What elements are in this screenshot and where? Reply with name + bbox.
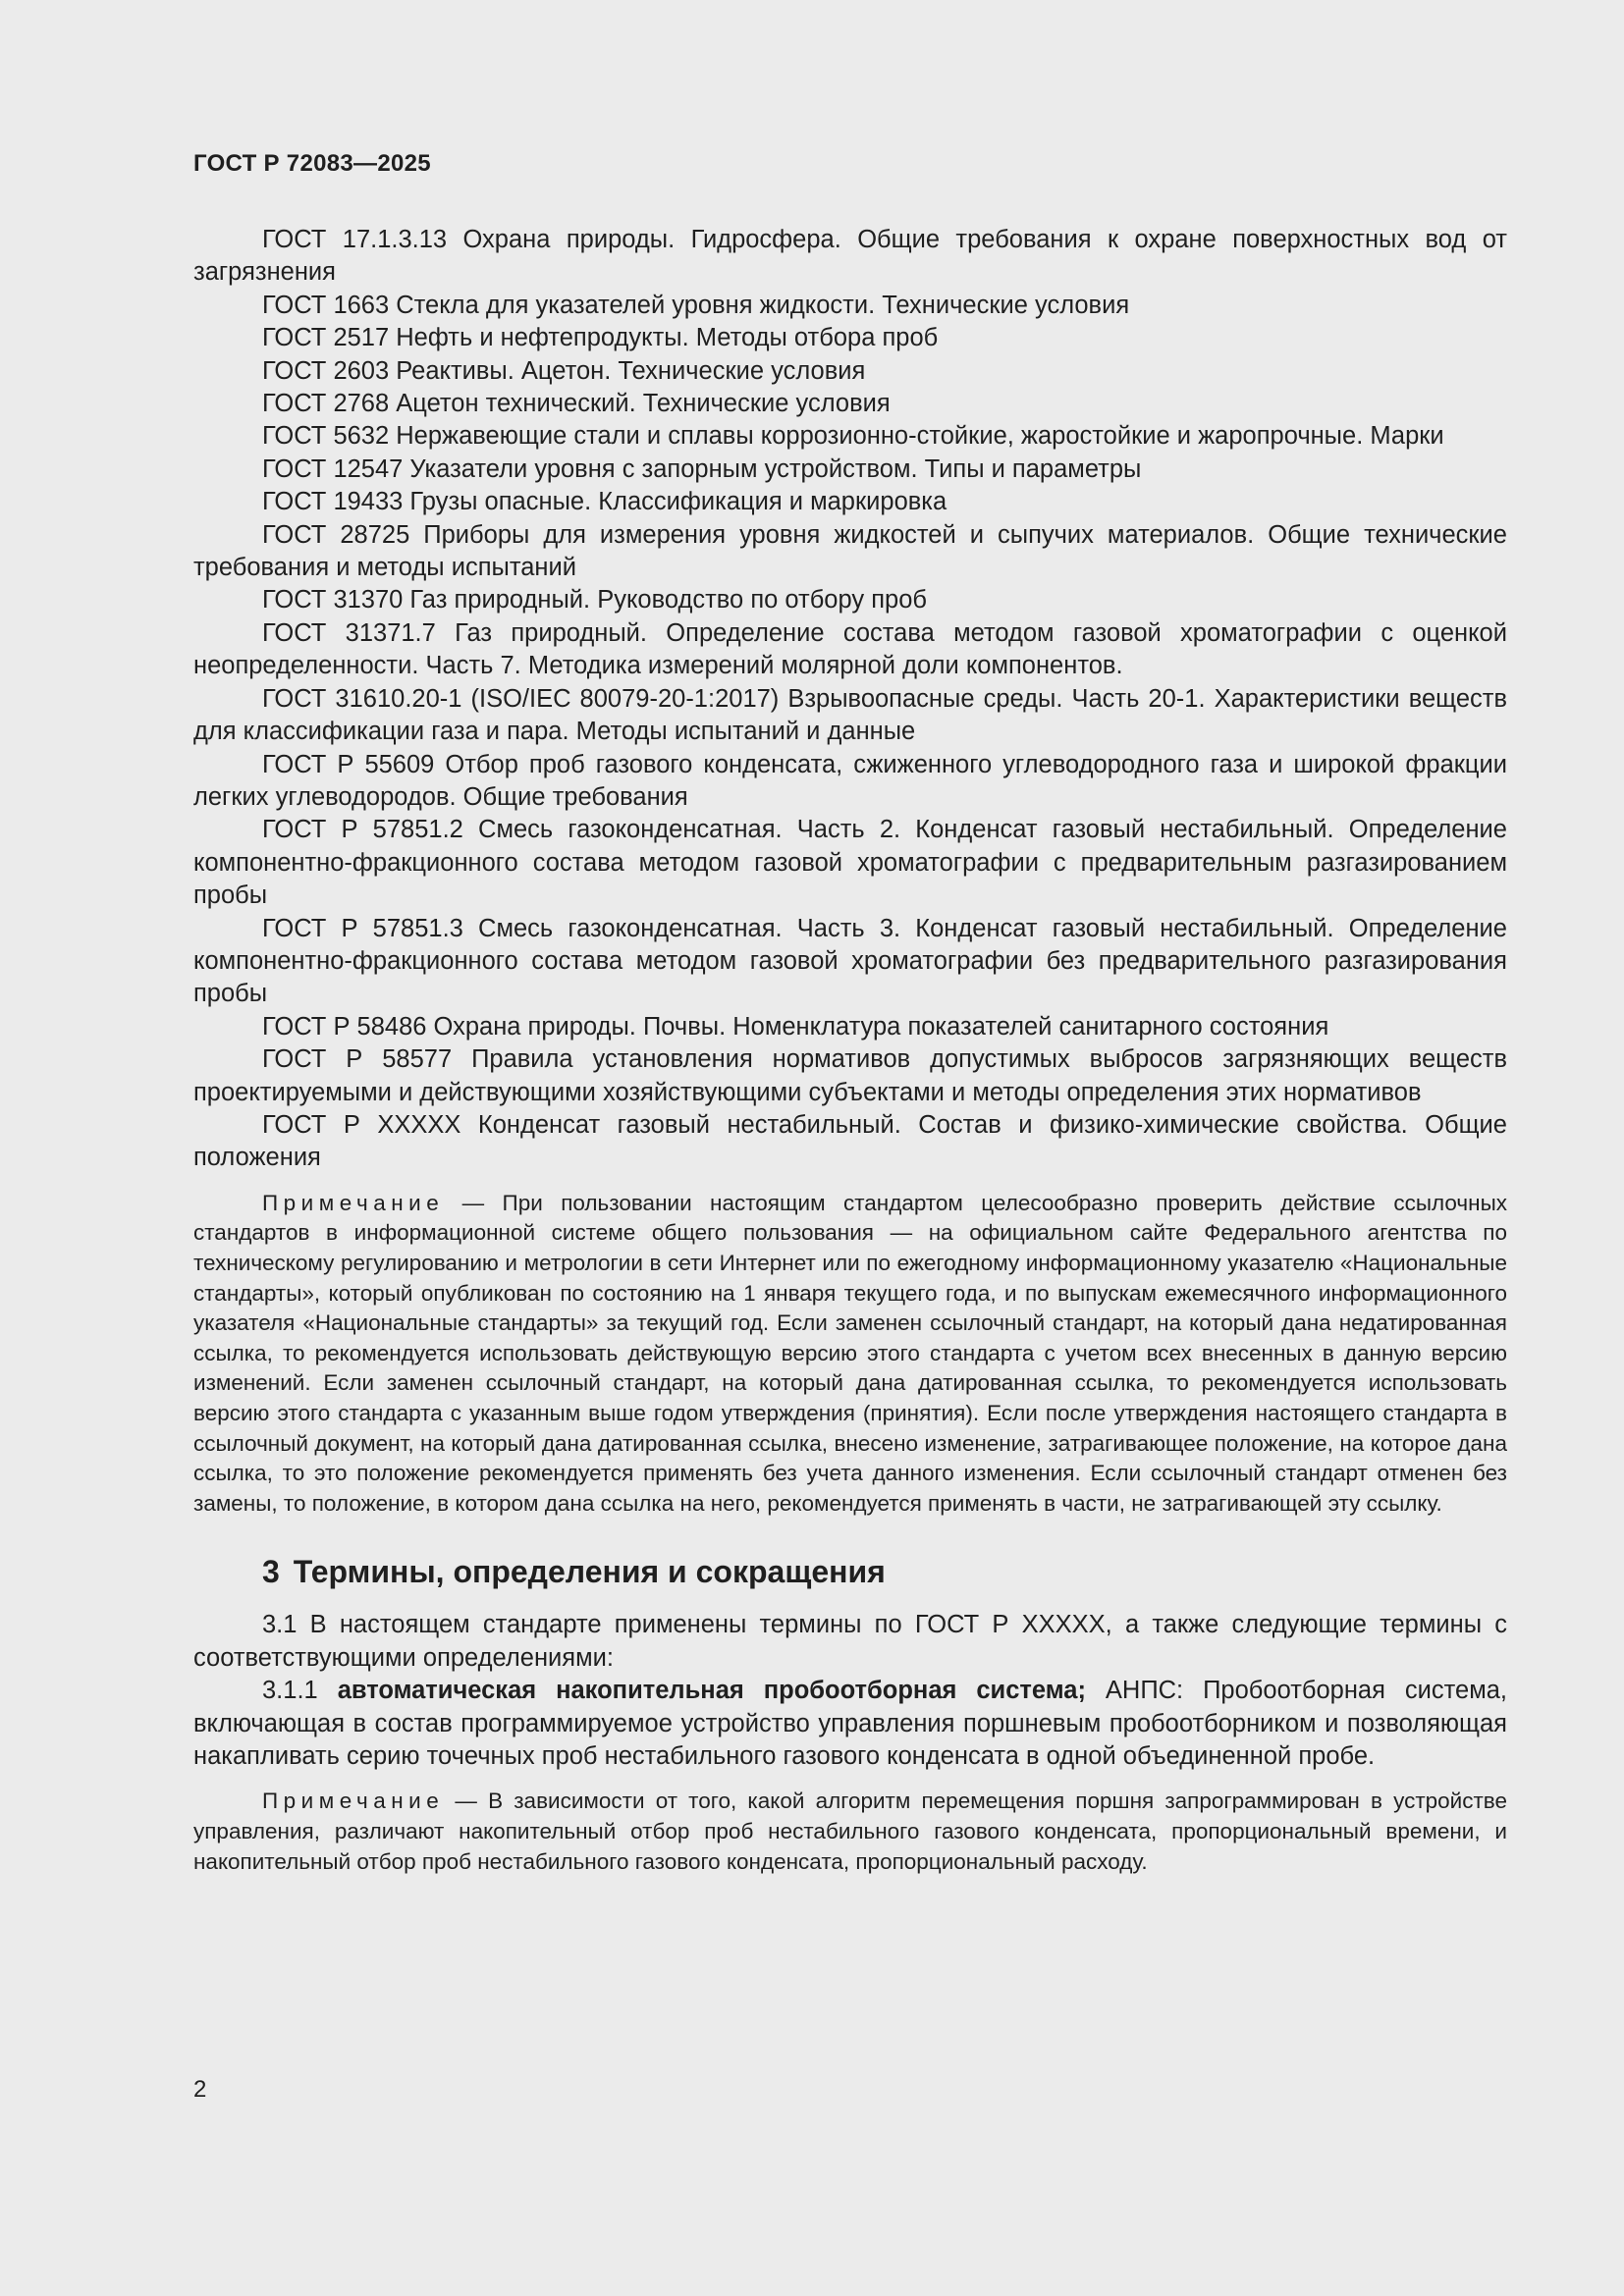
reference-item: ГОСТ Р 58486 Охрана природы. Почвы. Номенклатура показателей санитарного состояния: [262, 1012, 1329, 1041]
references-note: [193, 1189, 1507, 1520]
clause-number: 3.1.1: [262, 1677, 338, 1705]
defined-term: автоматическая накопительная пробоотборная система;: [337, 1677, 1086, 1705]
reference-item: ГОСТ 2517 Нефть и нефтепродукты. Методы отбора проб: [262, 324, 939, 352]
note-text: — При пользовании настоящим стандартом целесообразно проверить действие ссылочных стандартов в информационной системе общего пользования — на официальном сайте Федерального агентства по техническому регулированию и метрологии в сети Интернет или по ежегодному информационному указателю «Национальные стандарты», который опубликован по состоянию на 1 января текущего года, и по выпускам ежемесячного информационного указателя «Национальные стандарты» за текущий год. Если заменен ссылочный стандарт, на который дана недатированная ссылка, то рекомендуется использовать действующую версию этого стандарта с учетом всех внесенных в данную версию изменений. Если заменен ссылочный стандарт, на который дана датированная ссылка, то рекомендуется использовать версию этого стандарта с указанным выше годом утверждения (принятия). Если после утверждения настоящего стандарта в ссылочный документ, на который дана датированная ссылка, внесено изменение, затрагивающее положение, на которое дана ссылка, то это положение рекомендуется применять без учета данного изменения. Если ссылочный стандарт отменен без замены, то положение, в котором дана ссылка на него, рекомендуется применять в части, не затрагивающей эту ссылку.: [193, 1190, 1507, 1516]
reference-item: ГОСТ 31370 Газ природный. Руководство по отбору проб: [262, 586, 927, 614]
reference-item: ГОСТ 2768 Ацетон технический. Технические условия: [262, 390, 891, 418]
reference-item: ГОСТ 28725 Приборы для измерения уровня жидкостей и сыпучих материалов. Общие технические требования и методы испытаний: [193, 520, 1507, 582]
note-text: — В зависимости от того, какой алгоритм перемещения поршня запрограммирован в устройстве управления, различают накопительный отбор проб нестабильного газового конденсата, пропорциональный времени, и накопительный отбор проб нестабильного газового конденсата, пропорциональный расходу.: [193, 1789, 1507, 1874]
reference-item: ГОСТ 2603 Реактивы. Ацетон. Технические условия: [262, 356, 866, 385]
document-code-header: ГОСТ Р 72083—2025: [193, 150, 431, 177]
section-number: 3: [262, 1554, 280, 1590]
note-label: Примечание: [262, 1190, 445, 1215]
reference-item: ГОСТ Р ХХХХХ Конденсат газовый нестабильный. Состав и физико-химические свойства. Общие положения: [193, 1110, 1507, 1172]
page-content: [193, 224, 1507, 1877]
paragraph-3-1: 3.1 В настоящем стандарте применены термины по ГОСТ Р ХХХХХ, а также следующие термины с соответствующими определениями:: [193, 1611, 1507, 1672]
reference-item: ГОСТ Р 57851.3 Смесь газоконденсатная. Часть 3. Конденсат газовый нестабильный. Определение компонентно-фракционного состава методом газовой хроматографии без предварительного разгазирования пробы: [193, 914, 1507, 1008]
reference-item: ГОСТ Р 58577 Правила установления нормативов допустимых выбросов загрязняющих веществ проектируемыми и действующими хозяйствующими субъектами и методы определения этих нормативов: [193, 1045, 1507, 1106]
page-number: 2: [193, 2076, 207, 2103]
section-heading: [193, 1552, 1507, 1591]
term-definition: АНПС: Пробоотборная система, включающая в состав программируемое устройство управления поршневым пробоотборником и позволяющая накапливать серию точечных проб нестабильного газового конденсата в одной объединенной пробе.: [193, 1677, 1507, 1770]
reference-item: ГОСТ Р 55609 Отбор проб газового конденсата, сжиженного углеводородного газа и широкой фракции легких углеводородов. Общие требования: [193, 750, 1507, 811]
reference-item: ГОСТ 5632 Нержавеющие стали и сплавы коррозионно-стойкие, жаростойкие и жаропрочные. Марки: [262, 422, 1444, 451]
reference-item: ГОСТ 1663 Стекла для указателей уровня жидкости. Технические условия: [262, 291, 1130, 319]
reference-item: ГОСТ 31371.7 Газ природный. Определение состава методом газовой хроматографии с оценкой неопределенности. Часть 7. Методика измерений молярной доли компонентов.: [193, 618, 1507, 680]
reference-item: ГОСТ Р 57851.2 Смесь газоконденсатная. Часть 2. Конденсат газовый нестабильный. Определение компонентно-фракционного состава методом газовой хроматографии с предварительным разгазированием пробы: [193, 816, 1507, 910]
reference-item: ГОСТ 19433 Грузы опасные. Классификация и маркировка: [262, 488, 947, 516]
term-note: [193, 1787, 1507, 1877]
note-label: Примечание: [262, 1789, 445, 1814]
reference-item: ГОСТ 12547 Указатели уровня с запорным устройством. Типы и параметры: [262, 454, 1142, 483]
paragraph-3-1-1: [193, 1675, 1507, 1773]
normative-references-list: [193, 224, 1507, 1175]
section-title-text: Термины, определения и сокращения: [293, 1554, 886, 1590]
reference-item: ГОСТ 31610.20-1 (ISO/IEC 80079-20-1:2017) Взрывоопасные среды. Часть 20-1. Характеристики веществ для классификации газа и пара. Методы испытаний и данные: [193, 684, 1507, 746]
reference-item: ГОСТ 17.1.3.13 Охрана природы. Гидросфера. Общие требования к охране поверхностных вод от загрязнения: [193, 226, 1507, 287]
